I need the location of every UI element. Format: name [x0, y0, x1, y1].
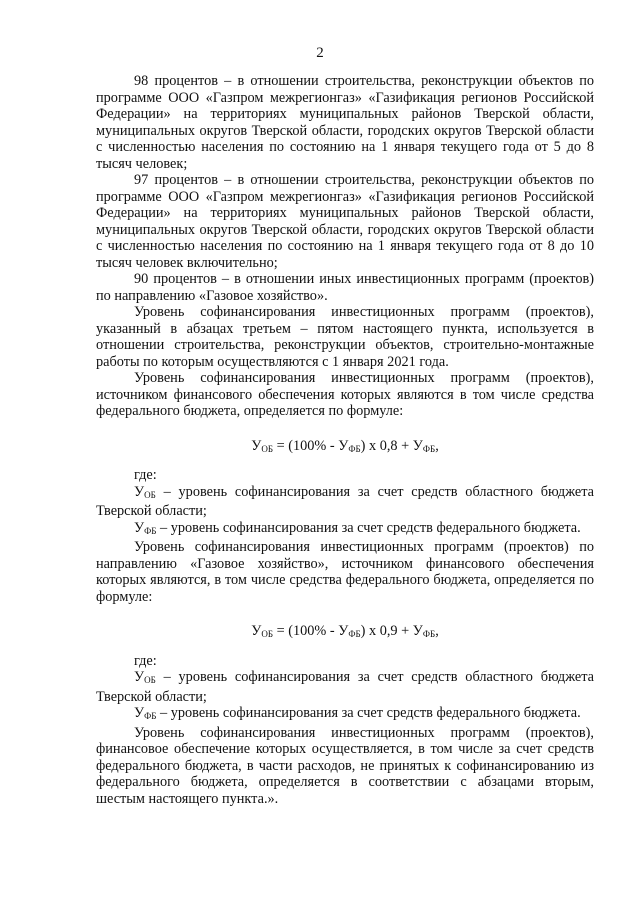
formula-2: $У_{ОБ} = (100\% - У_{ФБ})$ x $0,9 + У_{ФБ}$,: [251, 623, 439, 639]
paragraph-90-percent: 90 процентов – в отношении иных инвестиционных программ (проектов) по направлению «Газовое хозяйство».: [96, 271, 594, 304]
definition-ob: $У_{ОБ}$ – уровень софинансирования за счет средств областного бюджета Тверской области;: [96, 483, 594, 519]
where-label-2: где:: [134, 652, 157, 669]
document-body: [96, 73, 594, 807]
definition-fb: $У_{ФБ}$ – уровень софинансирования за счет средств федерального бюджета.: [134, 519, 581, 536]
paragraph-final: Уровень софинансирования инвестиционных программ (проектов), финансовое обеспечение которых осуществляется, в том числе за счет средств федерального бюджета, в части расходов, не принятых к софинансированию из федерального бюджета, определяется в соответствии с абзацами вторым, шестым настоящего пункта.».: [96, 724, 594, 807]
definition-fb-2: $У_{ФБ}$ – уровень софинансирования за счет средств федерального бюджета.: [134, 705, 581, 721]
paragraph-97-percent: 97 процентов – в отношении строительства, реконструкции объектов по программе ООО «Газпром межрегионгаз» «Газификация регионов Российской Федерации» на территориях муниципальных районов Тверской области, муниципальных округов Тверской области, городских округов Тверской области с численностью населения по состоянию на 1 января текущего года от 8 до 10 тысяч человек включительно;: [96, 172, 594, 271]
page-number: 2: [316, 45, 324, 61]
formula-1: $У_{ОБ} = (100\% - У_{ФБ})$ x $0,8 + У_{ФБ}$,: [251, 437, 439, 454]
paragraph-federal-formula-intro: Уровень софинансирования инвестиционных программ (проектов), источником финансового обеспечения которых являются в том числе средства федерального бюджета, определяется по формуле:: [96, 370, 594, 419]
paragraph-98-percent: 98 процентов – в отношении строительства, реконструкции объектов по программе ООО «Газпром межрегионгаз» «Газификация регионов Российской Федерации» на территориях муниципальных районов Тверской области, муниципальных округов Тверской области, городских округов Тверской области с численностью населения по состоянию на 1 января текущего года от 5 до 8 тысяч человек;: [96, 73, 594, 172]
where-label: где:: [134, 467, 157, 483]
paragraph-cofinancing-level: Уровень софинансирования инвестиционных программ (проектов), указанный в абзацах третьем – пятом настоящего пункта, используется в отношении строительства, реконструкции объектов, строительно-монтажные работы по которым осуществляются с 1 января 2021 года.: [96, 304, 594, 370]
paragraph-gas-formula-intro: Уровень софинансирования инвестиционных программ (проектов) по направлению «Газовое хозяйство», источником финансового обеспечения которых являются, в том числе средства федерального бюджета, определяется по формуле:: [96, 539, 594, 605]
definition-ob-2: $У_{ОБ}$ – уровень софинансирования за счет средств областного бюджета Тверской области;: [96, 669, 594, 705]
